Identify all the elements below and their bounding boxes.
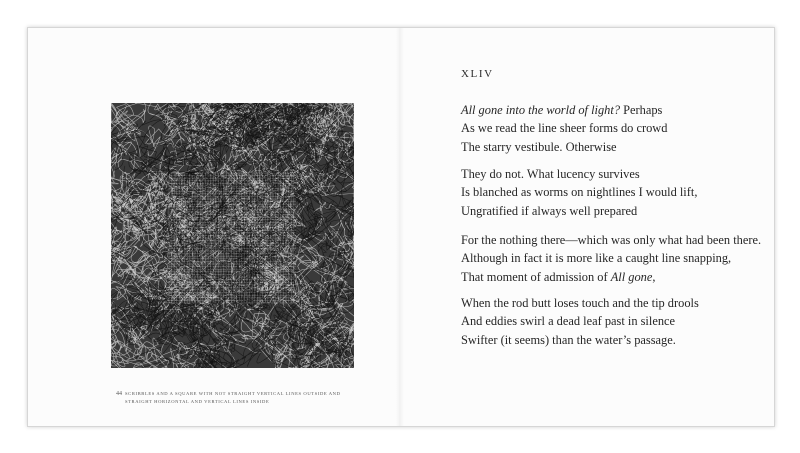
scribble-drawing bbox=[111, 103, 354, 368]
stanza-1 bbox=[461, 101, 667, 156]
poem-line: As we read the line sheer forms do crowd bbox=[461, 121, 668, 136]
poem-line bbox=[461, 101, 667, 119]
right-page bbox=[400, 28, 774, 426]
line-text: , bbox=[652, 269, 656, 284]
stanza-3 bbox=[461, 231, 761, 286]
figure-caption bbox=[116, 390, 376, 405]
poem-line: They do not. What lucency survives bbox=[461, 167, 640, 181]
poem-line: Is blanched as worms on nightlines I would lift, bbox=[461, 185, 698, 200]
book-spread bbox=[27, 27, 775, 427]
poem-line: Although in fact it is more like a caught line snapping, bbox=[461, 251, 732, 266]
caption-line-2: STRAIGHT HORIZONTAL AND VERTICAL LINES INSIDE bbox=[125, 399, 270, 404]
stanza-4 bbox=[461, 294, 699, 349]
poem-line: For the nothing there—which was only what had been there. bbox=[461, 233, 762, 247]
stanza-2 bbox=[461, 165, 697, 220]
line-text: Perhaps bbox=[620, 103, 663, 117]
poem-line: And eddies swirl a dead leaf past in silence bbox=[461, 314, 676, 329]
caption-line-1: SCRIBBLES AND A SQUARE WITH NOT STRAIGHT VERTICAL LINES OUTSIDE AND bbox=[125, 391, 341, 396]
italic-phrase: All gone bbox=[610, 269, 653, 284]
poem-line: Swifter (it seems) than the water’s passage. bbox=[461, 332, 676, 347]
italic-phrase: All gone into the world of light? bbox=[461, 103, 621, 117]
poem-line bbox=[461, 268, 761, 286]
poem-line: The starry vestibule. Otherwise bbox=[461, 139, 617, 154]
poem-title: XLIV bbox=[461, 68, 494, 80]
caption-number: 44 bbox=[116, 391, 122, 397]
poem-line: Ungratified if always well prepared bbox=[461, 203, 638, 218]
line-text: That moment of admission of bbox=[461, 269, 611, 284]
left-page bbox=[28, 28, 400, 426]
poem-line: When the rod butt loses touch and the tip drools bbox=[461, 296, 699, 310]
scribble-square-artwork bbox=[111, 103, 354, 368]
